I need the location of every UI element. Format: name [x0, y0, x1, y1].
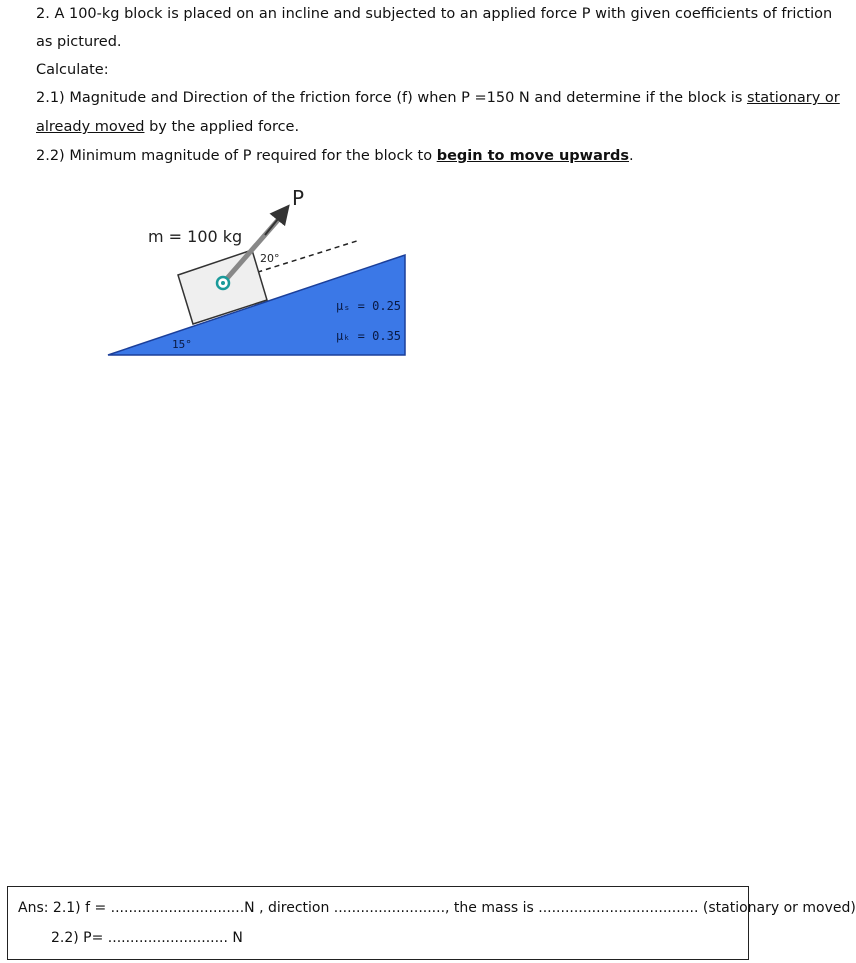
question-2-1-text: 2.1) Magnitude and Direction of the friction force (f) when P =150 N and determine if the block is: [36, 90, 747, 106]
question-2-1-tail: by the applied force.: [144, 119, 300, 135]
force-arrow: [265, 209, 286, 235]
question-2-1-underline-1: stationary or: [746, 90, 840, 106]
question-2-2-underline: begin to move upwards: [436, 148, 630, 164]
incline-angle-label: 15°: [172, 338, 192, 351]
question-2-2-tail: .: [629, 148, 634, 164]
pin-center-icon: [221, 281, 225, 285]
answer-line-2: 2.2) P= ........................... N: [51, 930, 243, 946]
question-2-2-text: 2.2) Minimum magnitude of P required for the block to: [36, 148, 437, 164]
answer-box: [7, 886, 856, 960]
force-label: P: [292, 186, 305, 210]
problem-line-2: as pictured.: [36, 34, 122, 50]
incline-diagram: [100, 180, 420, 365]
mass-label: m = 100 kg: [148, 227, 243, 246]
calculate-label: Calculate:: [36, 62, 109, 78]
question-2-1-underline-2: already moved: [36, 119, 145, 135]
mu-k-label: μₖ = 0.35: [336, 329, 402, 343]
mu-s-label: μₛ = 0.25: [336, 299, 402, 313]
question-2-1: [36, 90, 840, 106]
question-2-2: [36, 148, 634, 164]
force-angle-label: 20°: [260, 252, 280, 265]
question-2-1-continued: [36, 119, 299, 135]
answer-line-1: Ans: 2.1) f = ..............................N , direction ........................., the mass is .................................... (stationary or moved): [18, 900, 856, 916]
problem-line-1: 2. A 100-kg block is placed on an incline and subjected to an applied force P with given coefficients of friction: [36, 6, 833, 22]
